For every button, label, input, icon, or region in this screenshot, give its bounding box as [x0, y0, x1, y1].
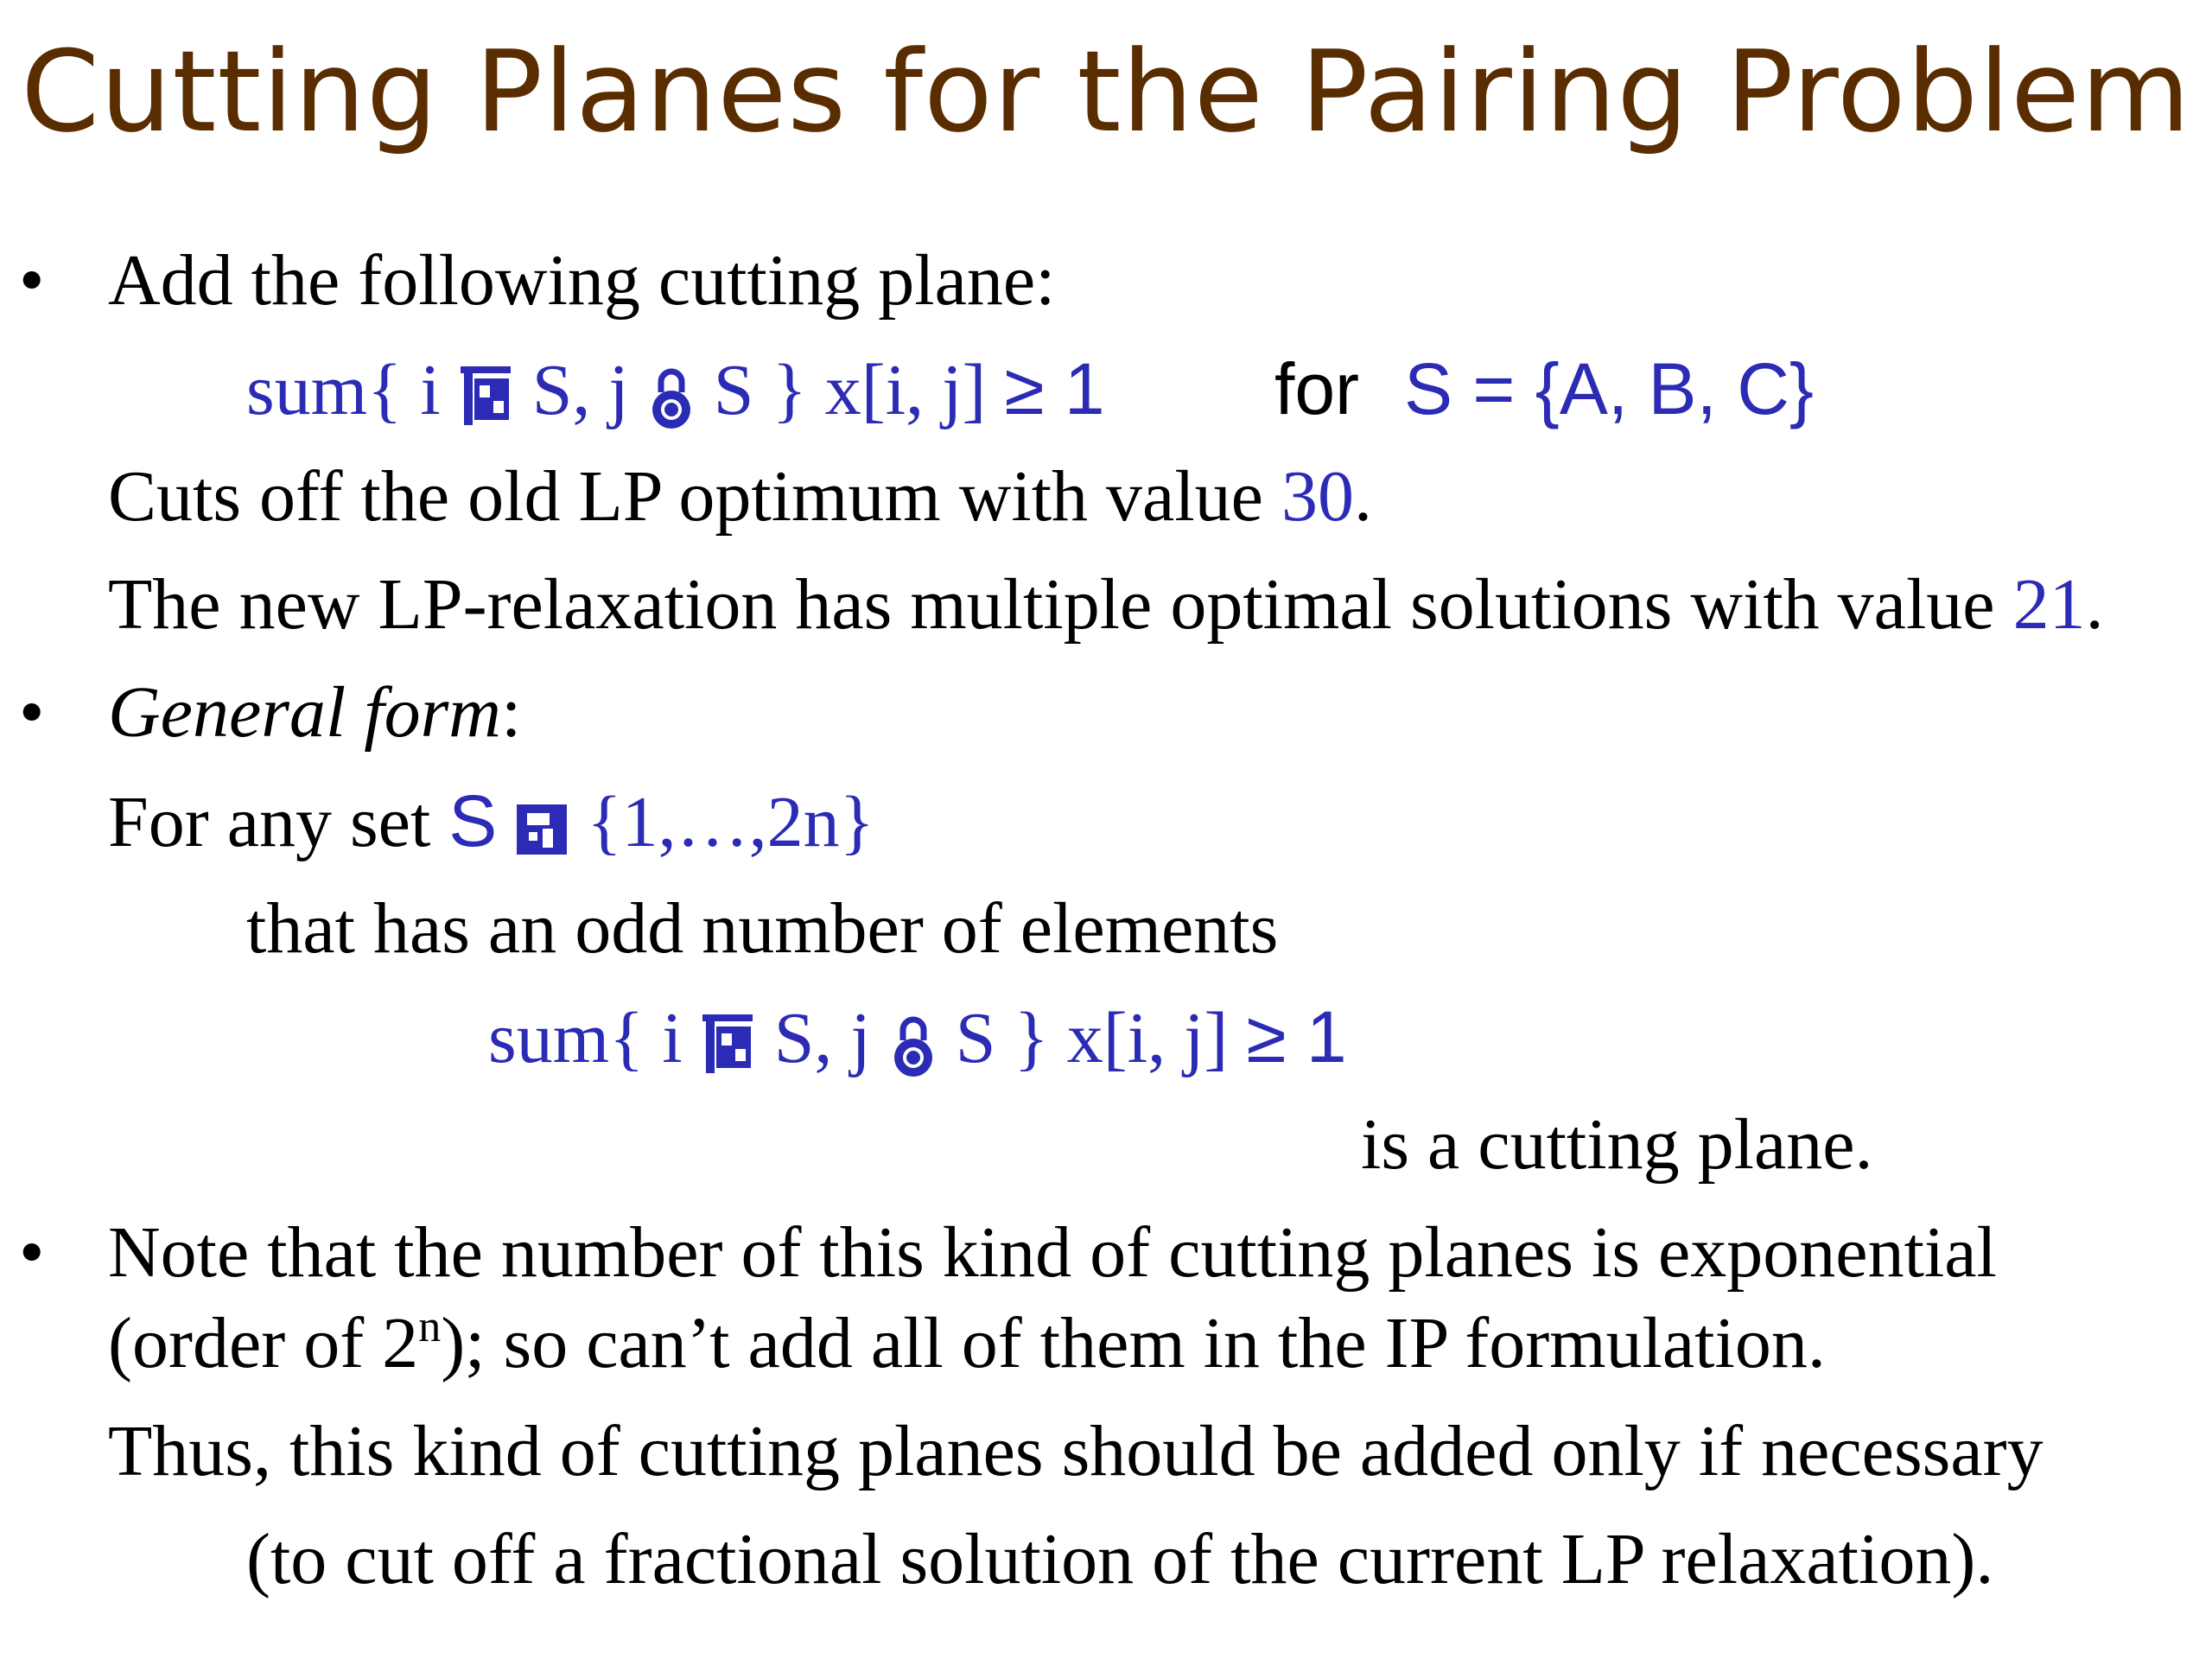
bullet-2: •: [19, 672, 45, 753]
bullet-3: •: [19, 1212, 45, 1293]
b1-cuts-text: Cuts off the old LP optimum with value: [108, 456, 1263, 537]
b2-is-cut: is a cutting plane.: [1361, 1104, 1873, 1185]
element-of-glyph-icon: [459, 363, 514, 432]
b1-new-period: .: [2085, 564, 2104, 645]
formula-1-s2: S } x[i, j]: [713, 350, 987, 430]
slide-title: Cutting Planes for the Pairing Problem: [21, 26, 2191, 157]
b1-new-text: The new LP-relaxation has multiple optimal solutions with value: [108, 564, 1995, 645]
b1-new: [108, 562, 2104, 648]
formula-1-sum: sum{ i: [246, 350, 441, 430]
formula-2-geq: ≥ 1: [1246, 996, 1347, 1077]
formula-2-s1: S, j: [773, 998, 871, 1078]
b2-label: [108, 670, 521, 756]
b3-order: [108, 1300, 1826, 1387]
not-element-of-glyph-icon: [647, 363, 696, 432]
b3-order-sup: n: [418, 1302, 442, 1351]
subset-glyph-icon: [515, 803, 569, 856]
b3-paren: (to cut off a fractional solution of the current LP relaxation).: [246, 1519, 1994, 1599]
b3-order-post: ); so can’t add all of them in the IP formulation.: [441, 1303, 1826, 1383]
b1-cuts-value: 30: [1281, 456, 1354, 537]
b2-label-colon: :: [500, 672, 522, 753]
formula-1-for: for: [1274, 348, 1360, 429]
b1-new-value: 21: [2012, 564, 2086, 645]
b3-order-pre: (order of 2: [108, 1303, 419, 1383]
b2-odd: that has an odd number of elements: [246, 888, 1279, 969]
b3-note: Note that the number of this kind of cutting planes is exponential: [108, 1212, 1997, 1293]
b1-cuts: [108, 454, 1372, 540]
formula-2-sum: sum{ i: [488, 998, 683, 1078]
formula-2-s2: S } x[i, j]: [955, 998, 1229, 1078]
b2-label-text: General form: [108, 672, 501, 753]
b2-set-s: S: [448, 780, 498, 861]
formula-1-s1: S, j: [531, 350, 629, 430]
formula-1: [246, 346, 1105, 434]
formula-2: [488, 994, 1347, 1082]
b2-set-range: {1,…,2n}: [587, 782, 874, 862]
b2-forany: [108, 778, 874, 866]
b2-forany-text: For any set: [108, 782, 431, 862]
b3-thus: Thus, this kind of cutting planes should be added only if necessary: [108, 1411, 2044, 1491]
element-of-glyph-icon: [701, 1011, 756, 1080]
bullet-1: •: [19, 240, 45, 321]
b1-cuts-period: .: [1353, 456, 1372, 537]
formula-1-set: S = {A, B, C}: [1404, 348, 1814, 429]
formula-1-geq: ≥ 1: [1004, 348, 1105, 429]
b1-intro: Add the following cutting plane:: [108, 240, 1056, 321]
not-element-of-glyph-icon: [889, 1011, 938, 1080]
